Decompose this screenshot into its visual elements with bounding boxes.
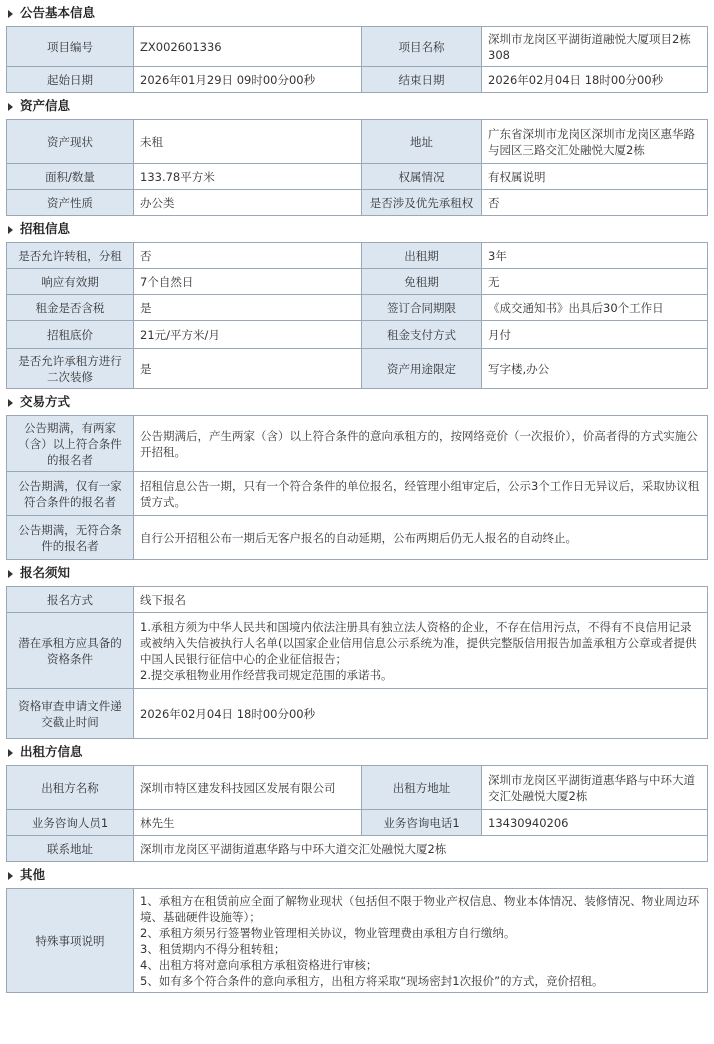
contract-sign-value: 《成交通知书》出具后30个工作日: [482, 295, 708, 321]
lessor-address-value: 深圳市龙岗区平湖街道惠华路与中环大道交汇处融悦大厦2栋: [482, 766, 708, 810]
contact-person-label: 业务咨询人员1: [7, 810, 134, 836]
signup-method-label: 报名方式: [7, 587, 134, 613]
renovation-label: 是否允许承租方进行二次装修: [7, 349, 134, 389]
start-date-label: 起始日期: [7, 67, 134, 93]
deadline-value: 2026年02月04日 18时00分00秒: [134, 689, 708, 739]
special-note-item: 1、承租方在租赁前应全面了解物业现状（包括但不限于物业产权信息、物业本体情况、装修情况、物业周边环境、基础硬件设施等）；: [140, 893, 700, 924]
asset-info-table: [6, 119, 708, 216]
priority-lease-label: 是否涉及优先承租权: [362, 190, 482, 216]
trade-two-bidders-value: 公告期满后，产生两家（含）以上符合条件的意向承租方的，按网络竞价（一次报价），价高者得的方式实施公开招租。: [134, 416, 708, 472]
sublease-value: 否: [134, 243, 362, 269]
end-date-value: 2026年02月04日 18时00分00秒: [482, 67, 708, 93]
base-price-value: 21元/平方米/月: [134, 321, 362, 349]
contact-person-value: 林先生: [134, 810, 362, 836]
tax-included-value: 是: [134, 295, 362, 321]
lease-term-value: 3年: [482, 243, 708, 269]
project-name-value: 深圳市龙岗区平湖街道融悦大厦项目2栋308: [482, 27, 708, 67]
qualification-value: [134, 613, 708, 689]
validity-value: 7个自然日: [134, 269, 362, 295]
lease-term-label: 出租期: [362, 243, 482, 269]
usage-value: 写字楼,办公: [482, 349, 708, 389]
start-date-value: 2026年01月29日 09时00分00秒: [134, 67, 362, 93]
sublease-label: 是否允许转租，分租: [7, 243, 134, 269]
qualification-item-1: 1.承租方须为中华人民共和国境内依法注册具有独立法人资格的企业，不存在信用污点，不得有不良信用记录或被纳入失信被执行人名单(以国家企业信用信息公示系统为准，提供完整版信用报告加盖承租方公章或者提供中国人民银行征信中心的企业征信报告；: [140, 619, 697, 666]
asset-status-label: 资产现状: [7, 120, 134, 164]
rights-label: 权属情况: [362, 164, 482, 190]
section-title-trade: 交易方式: [6, 389, 708, 415]
signup-method-value: 线下报名: [134, 587, 708, 613]
trade-one-bidder-label: 公告期满，仅有一家符合条件的报名者: [7, 472, 134, 516]
special-notes-value: [134, 889, 708, 993]
end-date-label: 结束日期: [362, 67, 482, 93]
contact-address-label: 联系地址: [7, 836, 134, 862]
asset-status-value: 未租: [134, 120, 362, 164]
trade-method-table: [6, 415, 708, 560]
usage-label: 资产用途限定: [362, 349, 482, 389]
payment-method-label: 租金支付方式: [362, 321, 482, 349]
trade-no-bidder-value: 自行公开招租公布一期后无客户报名的自动延期，公布两期后仍无人报名的自动终止。: [134, 516, 708, 560]
rights-value: 有权属说明: [482, 164, 708, 190]
section-title-signup: 报名须知: [6, 560, 708, 586]
validity-label: 响应有效期: [7, 269, 134, 295]
asset-nature-label: 资产性质: [7, 190, 134, 216]
project-no-label: 项目编号: [7, 27, 134, 67]
project-no-value: ZX002601336: [134, 27, 362, 67]
free-period-label: 免租期: [362, 269, 482, 295]
section-title-asset: 资产信息: [6, 93, 708, 119]
deadline-label: 资格审查申请文件递交截止时间: [7, 689, 134, 739]
address-value: 广东省深圳市龙岗区深圳市龙岗区惠华路与园区三路交汇处融悦大厦2栋: [482, 120, 708, 164]
project-name-label: 项目名称: [362, 27, 482, 67]
section-title-other: 其他: [6, 862, 708, 888]
base-price-label: 招租底价: [7, 321, 134, 349]
lease-info-table: [6, 242, 708, 389]
special-note-item: 3、租赁期内不得分租转租；: [140, 941, 286, 956]
contact-phone-value: 13430940206: [482, 810, 708, 836]
signup-info-table: [6, 586, 708, 739]
area-value: 133.78平方米: [134, 164, 362, 190]
special-note-item: 2、承租方须另行签署物业管理相关协议，物业管理费由承租方自行缴纳。: [140, 925, 516, 940]
lessor-info-table: [6, 765, 708, 862]
qualification-label: 潜在承租方应具备的资格条件: [7, 613, 134, 689]
priority-lease-value: 否: [482, 190, 708, 216]
tax-included-label: 租金是否含税: [7, 295, 134, 321]
free-period-value: 无: [482, 269, 708, 295]
special-note-item: 5、如有多个符合条件的意向承租方，出租方将采取“现场密封1次报价”的方式，竞价招租。: [140, 973, 604, 988]
qualification-item-2: 2.提交承租物业用作经营我司规定范围的承诺书。: [140, 667, 393, 682]
contact-phone-label: 业务咨询电话1: [362, 810, 482, 836]
trade-one-bidder-value: 招租信息公告一期，只有一个符合条件的单位报名，经管理小组审定后，公示3个工作日无异议后，采取协议租赁方式。: [134, 472, 708, 516]
asset-nature-value: 办公类: [134, 190, 362, 216]
lessor-address-label: 出租方地址: [362, 766, 482, 810]
lessor-name-label: 出租方名称: [7, 766, 134, 810]
section-title-lease: 招租信息: [6, 216, 708, 242]
contract-sign-label: 签订合同期限: [362, 295, 482, 321]
renovation-value: 是: [134, 349, 362, 389]
contact-address-value: 深圳市龙岗区平湖街道惠华路与中环大道交汇处融悦大厦2栋: [134, 836, 708, 862]
section-title-lessor: 出租方信息: [6, 739, 708, 765]
basic-info-table: [6, 26, 708, 93]
section-title-basic: 公告基本信息: [6, 0, 708, 26]
payment-method-value: 月付: [482, 321, 708, 349]
other-info-table: [6, 888, 708, 993]
lessor-name-value: 深圳市特区建发科技园区发展有限公司: [134, 766, 362, 810]
special-note-item: 4、出租方将对意向承租方承租资格进行审核；: [140, 957, 378, 972]
address-label: 地址: [362, 120, 482, 164]
area-label: 面积/数量: [7, 164, 134, 190]
trade-two-bidders-label: 公告期满，有两家（含）以上符合条件的报名者: [7, 416, 134, 472]
trade-no-bidder-label: 公告期满，无符合条件的报名者: [7, 516, 134, 560]
special-notes-label: 特殊事项说明: [7, 889, 134, 993]
